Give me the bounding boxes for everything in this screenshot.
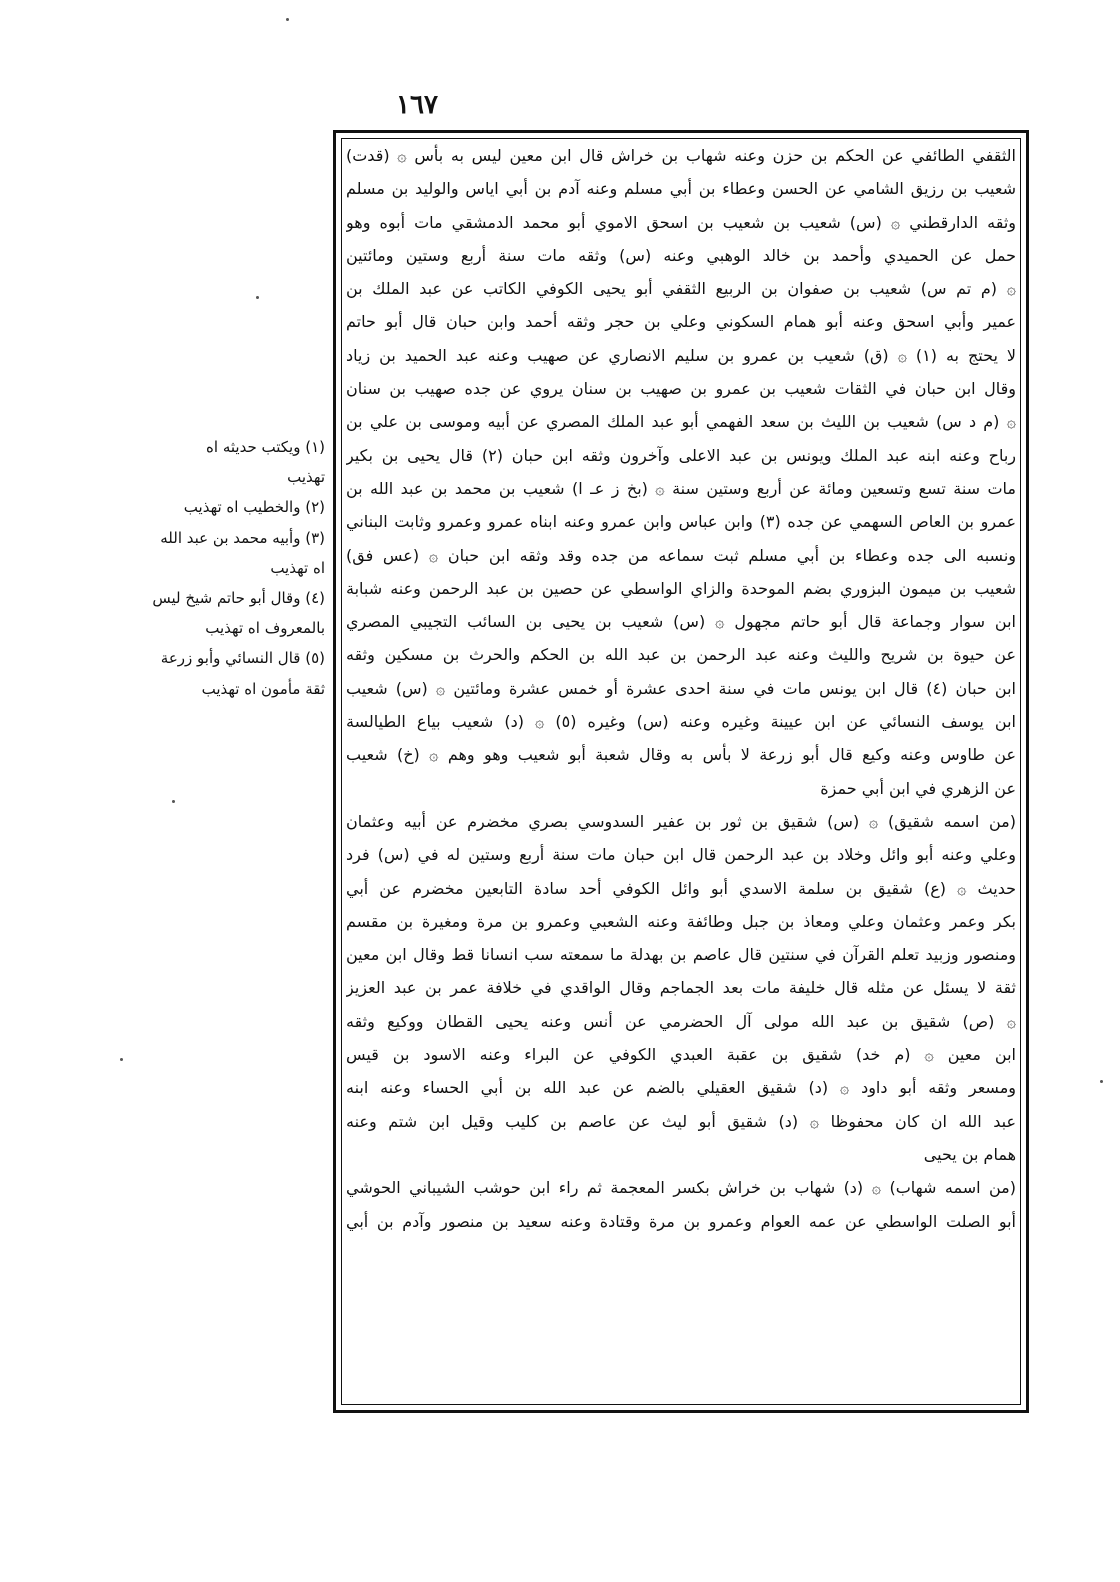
note-line: ثقة مأمون اه تهذيب [201, 679, 325, 698]
text-line: ابن سوار وجماعة قال أبو حاتم مجهول ۞ (س) شعيب بن يحيى بن السائب التجيبي المصري [346, 612, 1016, 632]
text-line: ونسبه الى جده وعطاء بن أبي مسلم ثبت سماعه من جده وقد وثقه ابن حبان ۞ (عس فق) [346, 545, 1016, 565]
text-line: رباح وعنه ابنه عبد الملك ويونس بن عبد الاعلى وآخرون وثقه ابن حبان (٢) قال يحيى بن بكير [346, 445, 1016, 465]
text-line: ابن معين ۞ (م خد) شقيق بن عقبة العبدي الكوفي عن البراء وعنه الاسود بن قيس [346, 1045, 1016, 1065]
text-line: شعيب بن ميمون البزوري بضم الموحدة والزاي الواسطي عن حصين بن عبد الرحمن وعنه شبابة [346, 578, 1016, 598]
note-line: بالمعروف اه تهذيب [205, 619, 325, 638]
note-line: اه تهذيب [270, 558, 325, 577]
note-line: تهذيب [287, 468, 325, 487]
speck [120, 1058, 123, 1061]
page-number: ١٦٧ [396, 90, 438, 120]
speck [1100, 1080, 1103, 1083]
note-line: (٢) والخطيب اه تهذيب [183, 498, 325, 517]
main-text-block [346, 139, 1016, 1404]
text-line: عن طاوس وعنه وكيع قال أبو زرعة لا بأس به وقال شعبة أبو شعيب وهو وهم ۞ (خ) شعيب [346, 745, 1016, 765]
text-frame [333, 130, 1029, 1413]
text-line: لا يحتج به (١) ۞ (ق) شعيب بن عمرو بن سليم الانصاري عن صهيب وعنه عبد الحميد بن زياد [346, 345, 1016, 365]
text-line: أبو الصلت الواسطي عن عمه العوام وعمرو بن مرة وقتادة وعنه سعيد بن منصور وآدم بن أبي [346, 1211, 1016, 1231]
text-line: ۞ (ص) شقيق بن عبد الله مولى آل الحضرمي عن أنس وعنه يحيى القطان ووكيع وثقه [346, 1011, 1016, 1031]
speck [286, 18, 289, 21]
text-line: ومنصور وزبيد تعلم القرآن في سنتين قال عاصم بن بهدلة ما سمعته سب انسانا قط وقال ابن معين [346, 945, 1016, 965]
speck [256, 296, 259, 299]
text-line: مات سنة تسع وتسعين ومائة عن أربع وستين سنة ۞ (بخ ز عـ ا) شعيب بن محمد بن عبد الله بن [346, 478, 1016, 498]
text-line: ثقة لا يسئل عن مثله قال خليفة مات بعد الجماجم وقال الواقدي في خلافة عمر بن عبد العزيز [346, 978, 1016, 998]
text-line: همام بن يحيى [923, 1144, 1016, 1164]
text-line: ومسعر وثقه أبو داود ۞ (د) شقيق العقيلي بالضم عن عبد الله بن أبي الحساء وعنه ابنه [346, 1078, 1016, 1098]
text-line: عمرو بن العاص السهمي عن جده (٣) وابن عباس وابن عمرو وعنه ابناه عمرو وعمرو وثابت البناني [346, 512, 1016, 532]
text-line: ابن حبان (٤) قال ابن يونس مات في سنة احدى عشرة أو خمس عشرة ومائتين ۞ (س) شعيب [346, 678, 1016, 698]
text-line: عن الزهري في ابن أبي حمزة [820, 778, 1016, 798]
text-line: بكر وعمر وعثمان وعلي ومعاذ بن جبل وطائفة وعنه الشعبي وعمرو بن مرة ومغيرة بن مقسم [346, 911, 1016, 931]
text-line: عبد الله ان كان محفوظا ۞ (د) شقيق أبو ليث عن عاصم بن كليب وقيل ابن شتم وعنه [346, 1111, 1016, 1131]
note-line: (١) ويكتب حديثه اه [206, 438, 325, 456]
text-line: ۞ (م تم س) شعيب بن صفوان بن الربيع الثقفي أبو يحيى الكوفي الكاتب عن عبد الملك بن [346, 279, 1016, 299]
text-line: وقال ابن حبان في الثقات شعيب بن عمرو بن صهيب بن سنان يروي عن جده صهيب بن سنان [346, 379, 1016, 399]
note-line: (٥) قال النسائي وأبو زرعة [160, 649, 325, 668]
text-line: (من اسمه شهاب) ۞ (د) شهاب بن خراش بكسر المعجمة ثم راء ابن حوشب الشيباني الحوشي [346, 1178, 1016, 1198]
text-line: وعلي وعنه أبو وائل وخلاد بن عبد الرحمن قال ابن حبان مات سنة أربع وستين له في (س) فرد [346, 845, 1016, 865]
marginal-notes [145, 432, 325, 704]
text-line: عن حيوة بن شريح والليث وعنه عبد الرحمن بن عبد الله بن الحكم والحرث بن مسكين وثقه [346, 645, 1016, 665]
text-line: ابن يوسف النسائي عن ابن عيينة وغيره وعنه (س) وغيره (٥) ۞ (د) شعيب بياع الطيالسة [346, 712, 1016, 732]
text-line: حمل عن الحميدي وأحمد بن خالد الوهبي وعنه (س) وثقه مات سنة أربع وستين ومائتين [346, 245, 1016, 265]
text-line: (من اسمه شقيق) ۞ (س) شقيق بن ثور بن عفير السدوسي بصري مخضرم عن أبيه وعثمان [346, 811, 1016, 831]
text-line: ۞ (م د س) شعيب بن الليث بن سعد الفهمي أبو عبد الملك المصري عن أبيه وموسى بن علي بن [346, 412, 1016, 432]
text-line: شعيب بن رزيق الشامي عن الحسن وعطاء بن أبي مسلم وعنه آدم بن أبي اياس والوليد بن مسلم [346, 179, 1016, 199]
text-line: حديث ۞ (ع) شقيق بن سلمة الاسدي أبو وائل الكوفي أحد سادة التابعين مخضرم عن أبي [346, 878, 1016, 898]
text-line: الثقفي الطائفي عن الحكم بن حزن وعنه شهاب بن خراش قال ابن معين ليس به بأس ۞ (قدت) [346, 146, 1016, 165]
text-line: عمير وأبي اسحق وعنه أبو همام السكوني وعلي بن حجر وثقه أحمد وابن حبان قال أبو حاتم [346, 312, 1016, 332]
text-line: وثقه الدارقطني ۞ (س) شعيب بن شعيب بن اسحق الاموي أبو محمد الدمشقي مات أبوه وهو [346, 212, 1016, 232]
note-line: (٤) وقال أبو حاتم شيخ ليس [152, 588, 325, 607]
note-line: (٣) وأبيه محمد بن عبد الله [160, 528, 325, 547]
speck [172, 800, 175, 803]
